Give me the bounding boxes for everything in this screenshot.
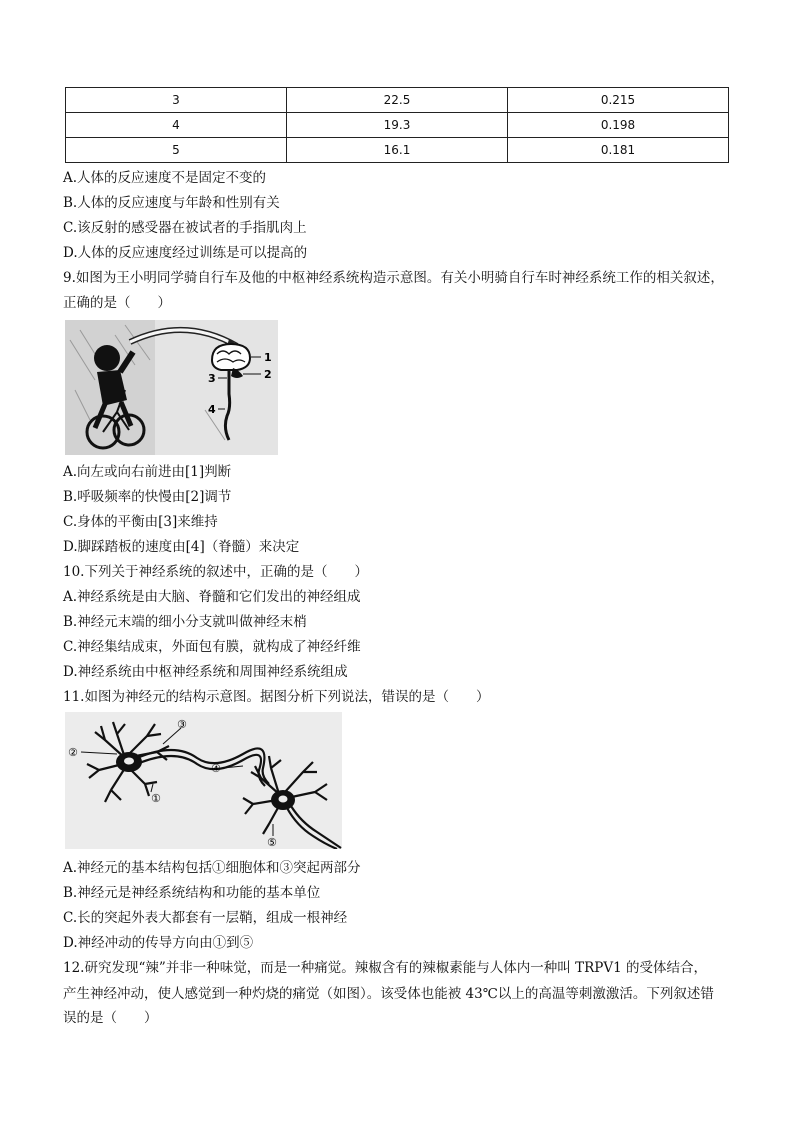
figure-label: ⑤ [267,836,277,849]
q9-option-b: B.呼吸频率的快慢由[2]调节 [63,489,232,505]
q10-option-c: C.神经集结成束，外面包有膜，就构成了神经纤维 [63,639,361,655]
figure-label: ① [151,792,161,805]
q8-option-a: A.人体的反应速度不是固定不变的 [63,170,267,186]
table-row [66,113,729,138]
q11-stem: 11.如图为神经元的结构示意图。据图分析下列说法，错误的是（ ） [63,689,490,705]
q10-stem: 10.下列关于神经系统的叙述中，正确的是（ ） [63,564,368,580]
q11-option-c: C.长的突起外表大都套有一层鞘，组成一根神经 [63,910,348,926]
q9-stem-line2: 正确的是（ ） [63,295,171,311]
table-cell: 0.215 [508,88,729,113]
data-table [65,87,729,163]
figure-label: 1 [264,351,272,364]
q8-option-b: B.人体的反应速度与年龄和性别有关 [63,195,280,211]
q12-stem-line1: 12.研究发现“辣”并非一种味觉，而是一种痛觉。辣椒含有的辣椒素能与人体内一种叫 TRPV1 的受体结合， [63,960,707,976]
figure-label: ③ [177,718,187,731]
table-cell: 0.198 [508,113,729,138]
q9-option-a: A.向左或向右前进由[1]判断 [63,464,232,480]
figure-label: 2 [264,368,272,381]
figure-label: 3 [208,372,216,385]
table-cell: 16.1 [287,138,508,163]
table-cell: 19.3 [287,113,508,138]
q11-option-b: B.神经元是神经系统结构和功能的基本单位 [63,885,321,901]
table-row [66,88,729,113]
table-row [66,138,729,163]
q10-option-b: B.神经元末端的细小分支就叫做神经末梢 [63,614,307,630]
figure-label: ④ [211,762,221,775]
figure-label: ② [68,746,78,759]
q8-option-d: D.人体的反应速度经过训练是可以提高的 [63,245,308,261]
table-cell: 5 [66,138,287,163]
q10-option-d: D.神经系统由中枢神经系统和周围神经系统组成 [63,664,348,680]
table-cell: 4 [66,113,287,138]
q11-option-a: A.神经元的基本结构包括①细胞体和③突起两部分 [63,860,361,876]
q11-option-d: D.神经冲动的传导方向由①到⑤ [63,935,254,951]
q12-stem-line3: 误的是（ ） [63,1010,158,1026]
table-cell: 22.5 [287,88,508,113]
q9-option-d: D.脚踩踏板的速度由[4]（脊髓）来决定 [63,539,300,555]
q8-option-c: C.该反射的感受器在被试者的手指肌肉上 [63,220,307,236]
q9-stem-line1: 9.如图为王小明同学骑自行车及他的中枢神经系统构造示意图。有关小明骑自行车时神经系统工作的相关叙述， [63,270,724,286]
cyclist-nervous-system-figure [65,320,278,455]
q10-option-a: A.神经系统是由大脑、脊髓和它们发出的神经组成 [63,589,361,605]
figure-label: 4 [208,403,216,416]
q12-stem-line2: 产生神经冲动，使人感觉到一种灼烧的痛觉（如图）。该受体也能被 43℃以上的高温等刺激激活。下列叙述错 [63,986,714,1002]
neuron-structure-figure [65,712,342,849]
q9-option-c: C.身体的平衡由[3]来维持 [63,514,218,530]
table-cell: 3 [66,88,287,113]
table-cell: 0.181 [508,138,729,163]
